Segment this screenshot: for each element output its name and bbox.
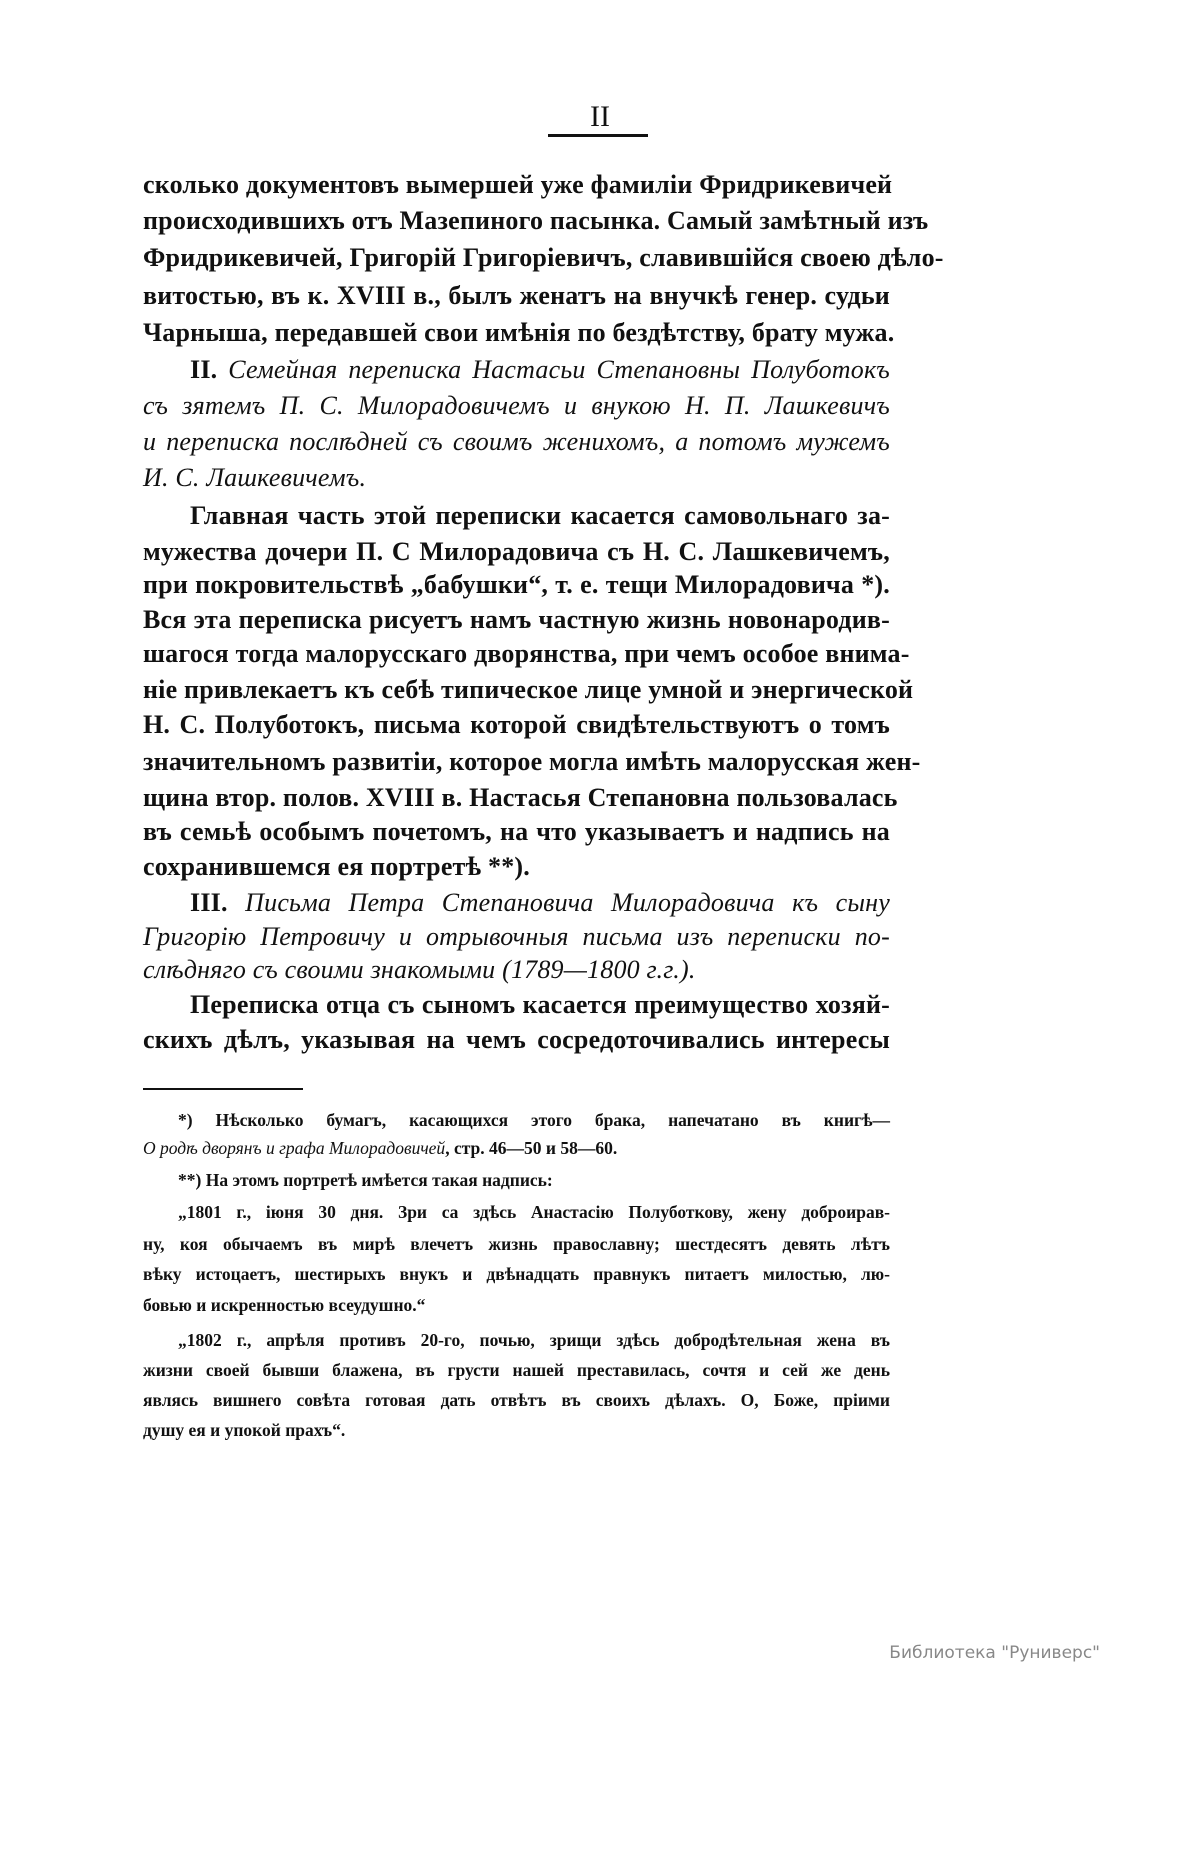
text-run: „1802 г., апрѣля противъ 20-го, почью, зрищи здѣсь добродѣтельная жена въ (178, 1330, 890, 1350)
text-run: **) На этомъ портретѣ имѣется такая надпись: (178, 1170, 553, 1190)
text-run: *) Нѣсколько бумагъ, касающихся этого брака, напечатано въ книгѣ— (178, 1110, 890, 1130)
italic-text: О родѣ дворянъ и графа Милорадовичей (143, 1138, 446, 1158)
text-line (190, 886, 890, 920)
text-run: являсь вишнего совѣта готовая дать отвѣтъ въ своихъ дѣлахъ. О, Боже, пріими (143, 1390, 890, 1410)
text-line (143, 850, 890, 884)
text-run: щина втор. полов. XVIII в. Настасья Степановна пользовалась (143, 783, 898, 812)
footnote-separator (143, 1088, 303, 1090)
italic-text: Семейная переписка Настасьи Степановны Полуботокъ (228, 355, 891, 384)
text-line (143, 781, 898, 815)
text-run: бовью и искренностью всеудушно.“ (143, 1295, 426, 1315)
text-run: мужества дочери П. С Милорадовича съ Н. С. Лашкевичемъ, (143, 537, 890, 566)
italic-text: и переписка послѣдней съ своимъ женихомъ, а потомъ мужемъ (143, 427, 890, 456)
footnote-line (143, 1292, 890, 1318)
text-line (143, 461, 890, 495)
footnote-line (143, 1231, 890, 1257)
text-run: , стр. 46—50 и 58—60. (445, 1138, 618, 1158)
text-run: витостью, въ к. XVIII в., былъ женатъ на внучкѣ генер. судьи (143, 281, 890, 310)
text-line (143, 953, 890, 987)
text-run: Чарныша, передавшей свои имѣнія по бездѣтству, брату мужа. (143, 318, 895, 347)
footnote-line (143, 1357, 890, 1383)
text-run: Главная часть этой переписки касается самовольнаго за- (190, 501, 890, 530)
text-run: сколько документовъ вымершей уже фамиліи Фридрикевичей (143, 170, 893, 199)
text-line (143, 637, 910, 671)
footnote-line (143, 1417, 890, 1443)
italic-text: Письма Петра Степановича Милорадовича къ сыну (245, 888, 890, 917)
text-run: Н. С. Полуботокъ, письма которой свидѣтельствуютъ о томъ (143, 710, 890, 739)
footnote-line (143, 1135, 890, 1161)
text-run: скихъ дѣлъ, указывая на чемъ сосредоточивались интересы (143, 1025, 890, 1054)
text-line (190, 353, 890, 387)
text-run: значительномъ развитіи, которое могла имѣть малорусская жен- (143, 747, 921, 776)
text-line (143, 568, 890, 602)
footnote-line (143, 1261, 890, 1287)
text-run: сохранившемся ея портретѣ **). (143, 852, 530, 881)
italic-text: И. С. Лашкевичемъ. (143, 463, 367, 492)
italic-text: слѣдняго съ своими знакомыми (1789—1800 г.г.). (143, 955, 696, 984)
text-run: при покровительствѣ „бабушки“, т. е. тещи Милорадовича *). (143, 570, 890, 599)
page-number-rule (548, 134, 648, 137)
text-line (143, 204, 929, 238)
text-line (190, 499, 890, 533)
text-run: Переписка отца съ сыномъ касается преимущество хозяй- (190, 990, 890, 1019)
text-line (143, 920, 890, 954)
footnote-line (178, 1199, 890, 1225)
page-number: II (590, 100, 610, 133)
italic-text: съ зятемъ П. С. Милорадовичемъ и внукою Н. П. Лашкевичъ (143, 391, 890, 420)
text-line (143, 279, 890, 313)
text-run: II. (190, 355, 229, 384)
text-line (143, 241, 944, 275)
library-watermark: Библиотека "Руниверс" (889, 1643, 1100, 1663)
text-run: шагося тогда малорусскаго дворянства, при чемъ особое внима- (143, 639, 910, 668)
text-line (190, 988, 890, 1022)
footnote-line (178, 1167, 890, 1193)
text-run: Фридрикевичей, Григорій Григоріевичъ, славившійся своею дѣло- (143, 243, 944, 272)
text-run: жизни своей бывши блажена, въ грусти нашей преставилась, сочтя и сей же день (143, 1360, 890, 1380)
text-line (143, 535, 890, 569)
text-line (143, 425, 890, 459)
text-line (143, 1023, 890, 1057)
footnote-line (178, 1107, 890, 1133)
text-run: ніе привлекаетъ къ себѣ типическое лице умной и энергической (143, 675, 914, 704)
text-line (143, 708, 890, 742)
text-run: ну, коя обычаемъ въ мирѣ влечетъ жизнь православну; шестдесятъ девять лѣтъ (143, 1234, 890, 1254)
text-run: душу ея и упокой прахъ“. (143, 1420, 346, 1440)
text-line (143, 815, 890, 849)
text-run: Вся эта переписка рисуетъ намъ частную жизнь новонародив- (143, 605, 890, 634)
text-run: въ семьѣ особымъ почетомъ, на что указываетъ и надпись на (143, 817, 890, 846)
text-run: III. (190, 888, 246, 917)
text-line (143, 745, 921, 779)
text-line (143, 389, 890, 423)
text-run: происходившихъ отъ Мазепиного пасынка. Самый замѣтный изъ (143, 206, 929, 235)
footnote-line (143, 1387, 890, 1413)
italic-text: Григорію Петровичу и отрывочныя письма изъ переписки по- (143, 922, 890, 951)
text-run: „1801 г., іюня 30 дня. Зри са здѣсь Анастасію Полуботкову, жену доброирав- (178, 1202, 890, 1222)
text-line (143, 316, 895, 350)
text-run: вѣку истоцаетъ, шестирыхъ внукъ и двѣнадцать правнукъ питаетъ милостью, лю- (143, 1264, 890, 1284)
footnote-line (178, 1327, 890, 1353)
text-line (143, 603, 890, 637)
text-line (143, 168, 893, 202)
text-line (143, 673, 914, 707)
